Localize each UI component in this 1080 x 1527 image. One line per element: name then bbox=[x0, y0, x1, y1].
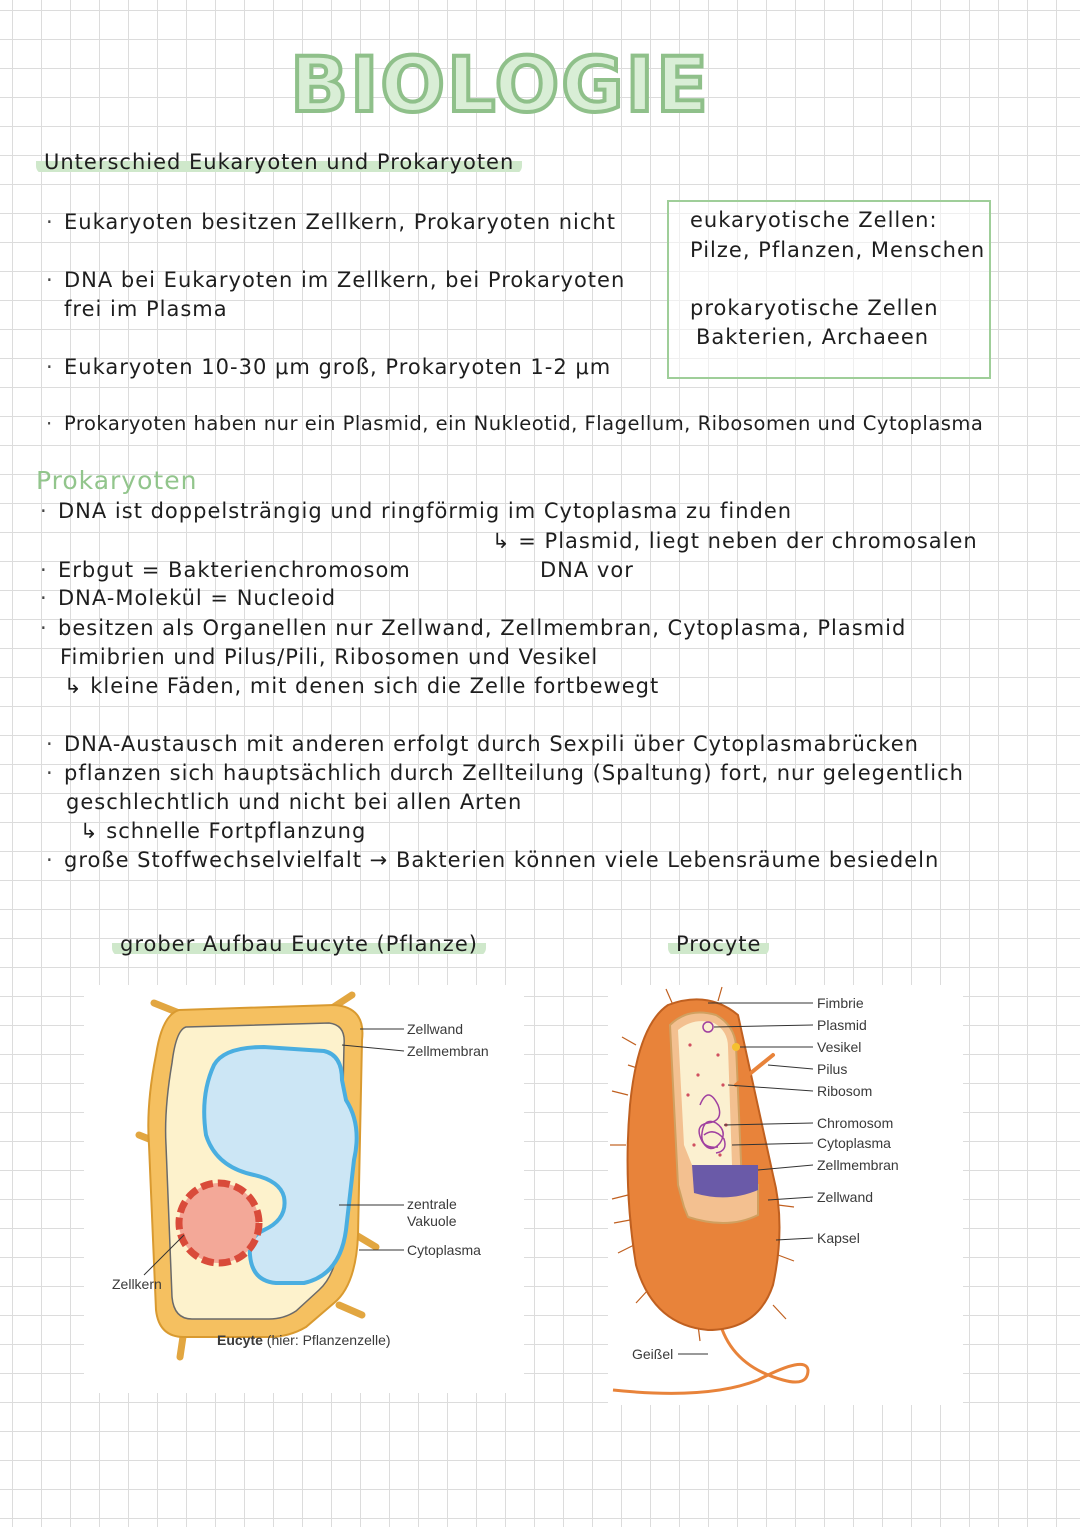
page-title: BIOLOGIE bbox=[290, 40, 710, 129]
label-zellkern: Zellkern bbox=[112, 1276, 162, 1292]
prok-line-3a: · Erbgut = Bakterienchromosom bbox=[58, 558, 411, 583]
label-fimbrie: Fimbrie bbox=[817, 995, 864, 1011]
label-geissel: Geißel bbox=[632, 1346, 674, 1362]
label-vesikel: Vesikel bbox=[817, 1039, 862, 1055]
prok-line-7: ↳ kleine Fäden, mit denen sich die Zelle fortbewegt bbox=[64, 674, 660, 698]
label-cytoplasma: Cytoplasma bbox=[817, 1135, 891, 1151]
section-heading bbox=[36, 150, 522, 175]
procyte-svg bbox=[608, 985, 963, 1405]
bullet-2-cont: frei im Plasma bbox=[64, 297, 228, 321]
prok-line-6: Fimibrien und Pilus/Pili, Ribosomen und Vesikel bbox=[60, 645, 599, 669]
prok-line-3b: DNA vor bbox=[540, 558, 634, 582]
procyte-heading bbox=[668, 932, 769, 957]
prok-line-5: · besitzen als Organellen nur Zellwand, Zellmembran, Cytoplasma, Plasmid bbox=[58, 616, 906, 641]
label-plasmid: Plasmid bbox=[817, 1017, 867, 1033]
eucyte-diagram bbox=[84, 985, 524, 1393]
prokaryoten-heading: Prokaryoten bbox=[36, 466, 198, 495]
prok-line-11: ↳ schnelle Fortpflanzung bbox=[80, 819, 367, 843]
box-line-1: eukaryotische Zellen: bbox=[690, 208, 938, 232]
eucyte-svg bbox=[84, 985, 524, 1393]
label-kapsel: Kapsel bbox=[817, 1230, 860, 1246]
prok-line-10: geschlechtlich und nicht bei allen Arten bbox=[66, 790, 523, 814]
eucyte-heading-text: grober Aufbau Eucyte (Pflanze) bbox=[112, 932, 486, 956]
caption-bold: Eucyte bbox=[217, 1332, 263, 1348]
box-line-2: Pilze, Pflanzen, Menschen bbox=[690, 238, 986, 262]
label-cytoplasma: Cytoplasma bbox=[407, 1242, 481, 1258]
prok-line-12: · große Stoffwechselvielfalt → Bakterien können viele Lebensräume besiedeln bbox=[64, 848, 939, 873]
label-vakuole-1: zentrale bbox=[407, 1196, 457, 1212]
label-chromosom: Chromosom bbox=[817, 1115, 894, 1131]
label-zellwand: Zellwand bbox=[407, 1021, 464, 1037]
eucyte-caption bbox=[217, 1332, 391, 1348]
caption-rest: (hier: Pflanzenzelle) bbox=[262, 1332, 391, 1348]
prok-line-4: · DNA-Molekül = Nucleoid bbox=[58, 586, 336, 611]
prok-line-2: ↳ = Plasmid, liegt neben der chromosalen bbox=[492, 529, 978, 553]
bullet-2: · DNA bei Eukaryoten im Zellkern, bei Prokaryoten bbox=[64, 268, 625, 293]
bullet-3: · Eukaryoten 10-30 μm groß, Prokaryoten 1-2 μm bbox=[64, 355, 611, 380]
heading-text: Unterschied Eukaryoten und Prokaryoten bbox=[36, 150, 522, 174]
box-line-4: Bakterien, Archaeen bbox=[696, 325, 930, 349]
label-zellmembran: Zellmembran bbox=[407, 1043, 489, 1059]
bullet-1: · Eukaryoten besitzen Zellkern, Prokaryoten nicht bbox=[64, 210, 616, 235]
prok-line-9: · pflanzen sich hauptsächlich durch Zellteilung (Spaltung) fort, nur gelegentlich bbox=[64, 761, 964, 786]
label-zellwand: Zellwand bbox=[817, 1189, 874, 1205]
procyte-diagram bbox=[608, 985, 963, 1405]
eucyte-heading bbox=[112, 932, 486, 957]
procyte-heading-text: Procyte bbox=[668, 932, 769, 956]
label-ribosom: Ribosom bbox=[817, 1083, 873, 1099]
box-line-3: prokaryotische Zellen bbox=[690, 296, 939, 320]
prok-line-8: · DNA-Austausch mit anderen erfolgt durch Sexpili über Cytoplasmabrücken bbox=[64, 732, 919, 757]
cytoplasm-region bbox=[678, 1021, 732, 1165]
vesicle-shape bbox=[732, 1043, 740, 1051]
membrane-band bbox=[692, 1165, 758, 1197]
label-zellmembran: Zellmembran bbox=[817, 1157, 899, 1173]
nucleus-shape bbox=[179, 1183, 259, 1263]
prok-line-1: · DNA ist doppelsträngig und ringförmig im Cytoplasma zu finden bbox=[58, 499, 792, 524]
bullet-4: · Prokaryoten haben nur ein Plasmid, ein Nukleotid, Flagellum, Ribosomen und Cytoplasma bbox=[64, 412, 983, 435]
label-pilus: Pilus bbox=[817, 1061, 848, 1077]
label-vakuole-2: Vakuole bbox=[407, 1213, 457, 1229]
